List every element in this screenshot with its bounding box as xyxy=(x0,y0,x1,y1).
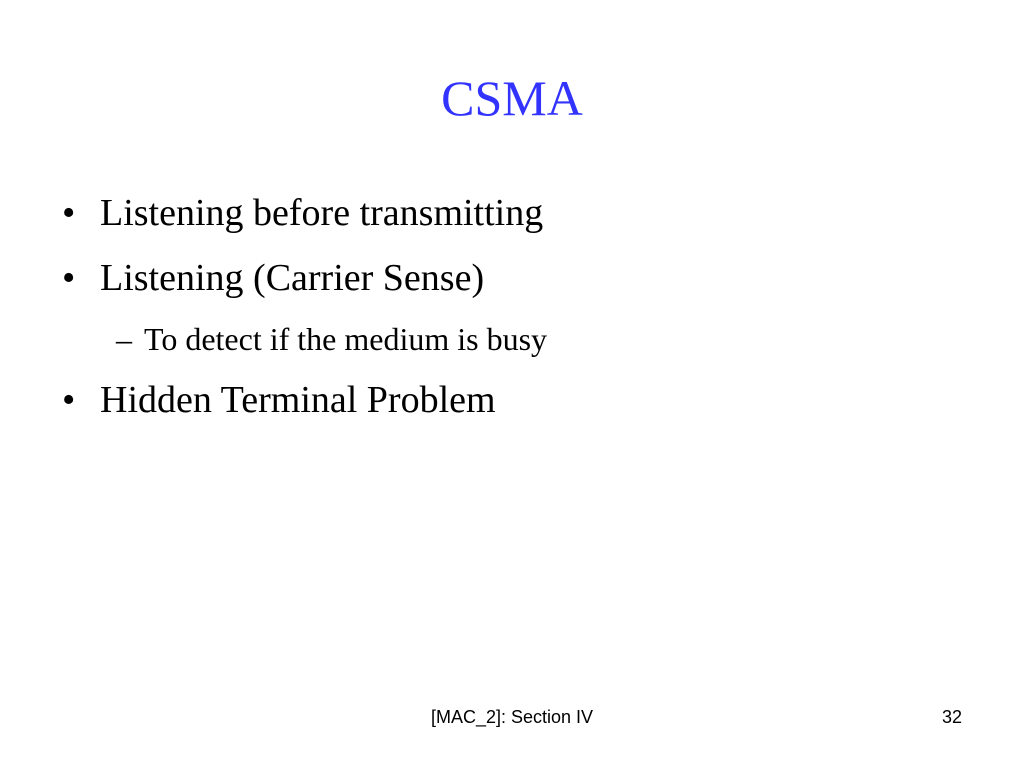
bullet-list xyxy=(58,188,978,422)
bullet-item xyxy=(58,256,978,300)
bullet-item xyxy=(58,191,978,235)
bullet-text: Listening (Carrier Sense) xyxy=(100,257,485,299)
sub-bullet-item xyxy=(58,320,978,358)
bullet-marker: • xyxy=(62,192,76,234)
footer-label: [MAC_2]: Section IV xyxy=(430,707,594,727)
sub-bullet-marker: – xyxy=(116,321,132,357)
slide-title: CSMA xyxy=(441,70,583,126)
bullet-marker: • xyxy=(62,379,76,421)
bullet-marker: • xyxy=(62,257,76,299)
bullet-text: Listening before transmitting xyxy=(100,192,544,234)
sub-bullet-text: To detect if the medium is busy xyxy=(144,321,548,357)
bullet-item xyxy=(58,378,978,422)
page-number: 32 xyxy=(941,707,962,727)
bullet-text: Hidden Terminal Problem xyxy=(100,379,496,421)
